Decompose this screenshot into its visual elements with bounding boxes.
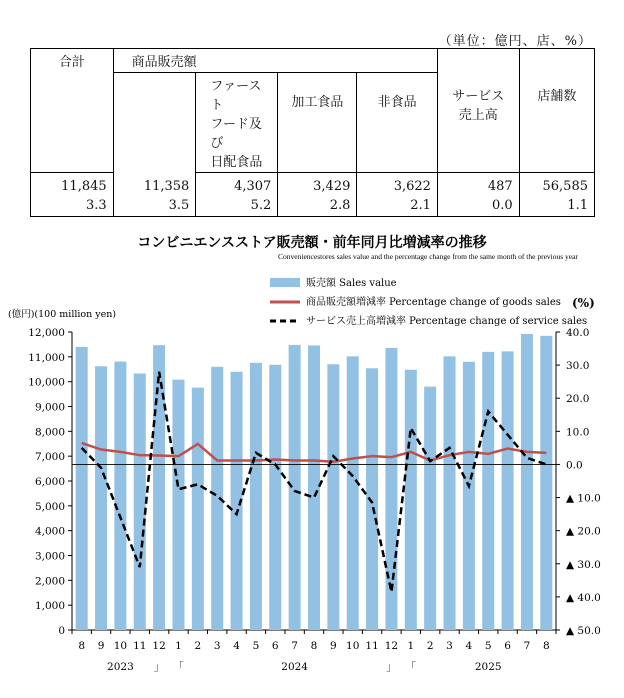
x-tick-label: 6 bbox=[271, 640, 279, 652]
left-tick-label: 11,000 bbox=[28, 351, 65, 364]
right-tick-label: ▲ 10.0 bbox=[566, 492, 601, 505]
header-stores: 店舗数 bbox=[519, 49, 594, 173]
summary-table bbox=[30, 48, 595, 217]
unit-note: （単位：億円、店、%） bbox=[438, 34, 592, 49]
sales-bar bbox=[95, 366, 107, 630]
sales-bar bbox=[482, 352, 494, 630]
sales-bar bbox=[502, 351, 514, 630]
right-tick-label: ▲ 50.0 bbox=[566, 625, 601, 637]
x-tick-label: 1 bbox=[407, 640, 415, 652]
legend-label-sales: 販売額 Sales value bbox=[306, 278, 397, 289]
year-break-mark: 」 bbox=[153, 661, 165, 673]
left-tick-label: 1,000 bbox=[34, 600, 65, 613]
x-tick-label: 12 bbox=[152, 640, 166, 652]
sales-bar bbox=[153, 345, 165, 630]
x-tick-label: 1 bbox=[175, 640, 182, 652]
header-nonfood: 非食品 bbox=[357, 73, 438, 173]
left-tick-label: 7,000 bbox=[34, 451, 65, 464]
right-tick-label: 0.0 bbox=[566, 459, 583, 472]
year-label: 2025 bbox=[474, 661, 502, 673]
right-tick-label: ▲ 30.0 bbox=[566, 558, 601, 571]
right-tick-label: 30.0 bbox=[566, 360, 590, 373]
left-tick-label: 12,000 bbox=[28, 327, 65, 339]
sales-bar bbox=[521, 334, 533, 630]
value-goods-sales: 11,358 bbox=[113, 173, 196, 197]
sales-bar bbox=[289, 345, 301, 630]
left-tick-label: 9,000 bbox=[34, 401, 65, 414]
chart-title: コンビニエンスストア販売額・前年同月比増減率の推移 bbox=[137, 235, 487, 251]
plot-area bbox=[28, 327, 601, 673]
x-tick-label: 4 bbox=[465, 640, 473, 652]
sales-bar bbox=[308, 345, 320, 630]
sales-bar bbox=[250, 363, 262, 630]
year-break-mark: 」 bbox=[386, 661, 397, 673]
x-tick-label: 3 bbox=[213, 640, 221, 652]
sales-bar bbox=[405, 370, 417, 630]
chart-subtitle: Conveniencestores sales value and the percentage change from the same month of the previous year bbox=[278, 252, 578, 261]
change-service: 0.0 bbox=[437, 196, 519, 217]
left-tick-label: 8,000 bbox=[34, 426, 65, 439]
legend bbox=[270, 276, 587, 327]
right-tick-label: ▲ 40.0 bbox=[566, 591, 601, 604]
x-tick-label: 8 bbox=[78, 640, 86, 652]
x-tick-label: 8 bbox=[310, 640, 318, 652]
sales-bar bbox=[540, 336, 552, 630]
x-tick-label: 6 bbox=[504, 640, 511, 652]
left-tick-label: 4,000 bbox=[34, 525, 65, 538]
legend-label-service: サービス売上高増減率 Percentage change of service sales bbox=[306, 316, 588, 327]
sales-bar bbox=[347, 356, 359, 630]
sales-bar bbox=[327, 364, 339, 630]
year-label: 2024 bbox=[281, 661, 309, 673]
change-processed: 2.8 bbox=[278, 196, 357, 217]
left-tick-label: 5,000 bbox=[34, 500, 65, 513]
x-tick-label: 9 bbox=[330, 640, 337, 652]
left-tick-label: 3,000 bbox=[34, 550, 65, 563]
value-total: 11,845 bbox=[31, 173, 114, 197]
change-goods-sales: 3.5 bbox=[113, 196, 196, 217]
left-tick-label: 10,000 bbox=[28, 376, 65, 389]
x-tick-label: 11 bbox=[133, 640, 147, 652]
value-fastfood: 4,307 bbox=[196, 173, 278, 197]
header-total: 合計 bbox=[31, 49, 114, 173]
value-service: 487 bbox=[437, 173, 519, 197]
left-axis-label: (億円)(100 million yen) bbox=[8, 309, 117, 320]
sales-bar bbox=[463, 362, 475, 630]
x-tick-label: 10 bbox=[113, 640, 128, 652]
sales-bar bbox=[424, 387, 436, 630]
year-break-mark: 「 bbox=[173, 661, 184, 673]
x-tick-label: 4 bbox=[233, 640, 240, 652]
sales-bar bbox=[172, 380, 184, 630]
left-tick-label: 6,000 bbox=[34, 476, 65, 488]
x-tick-label: 3 bbox=[446, 640, 453, 652]
x-tick-label: 10 bbox=[346, 640, 360, 652]
x-tick-label: 5 bbox=[484, 640, 492, 652]
right-axis-label: (%) bbox=[572, 296, 595, 310]
value-stores: 56,585 bbox=[519, 173, 594, 197]
value-nonfood: 3,622 bbox=[357, 173, 438, 197]
header-service: サービス 売上高 bbox=[437, 49, 519, 173]
sales-bar bbox=[444, 356, 456, 630]
x-tick-label: 11 bbox=[365, 640, 379, 652]
header-goods-sub-blank bbox=[113, 73, 196, 173]
change-fastfood: 5.2 bbox=[196, 196, 278, 217]
x-tick-label: 8 bbox=[542, 640, 550, 652]
sales-bar bbox=[134, 373, 146, 630]
year-label: 2023 bbox=[107, 661, 134, 673]
x-tick-label: 9 bbox=[97, 640, 105, 652]
sales-bar bbox=[76, 347, 88, 630]
sales-bar bbox=[114, 362, 126, 630]
legend-label-goods: 商品販売額増減率 Percentage change of goods sales bbox=[306, 297, 561, 308]
value-processed: 3,429 bbox=[278, 173, 357, 197]
sales-bar bbox=[192, 388, 204, 630]
x-tick-label: 5 bbox=[252, 640, 260, 652]
right-tick-label: 20.0 bbox=[566, 393, 590, 406]
change-total: 3.3 bbox=[31, 196, 114, 217]
x-tick-label: 2 bbox=[426, 640, 434, 652]
header-goods-sales: 商品販売額 bbox=[113, 49, 437, 73]
header-processed: 加工食品 bbox=[278, 73, 357, 173]
header-fastfood: ファースト フード及び 日配食品 bbox=[196, 73, 278, 173]
left-tick-label: 2,000 bbox=[34, 575, 65, 588]
sales-bar bbox=[269, 365, 281, 630]
x-tick-label: 7 bbox=[291, 640, 298, 652]
legend-swatch-sales bbox=[270, 278, 300, 287]
change-nonfood: 2.1 bbox=[357, 196, 438, 217]
right-tick-label: ▲ 20.0 bbox=[566, 525, 601, 538]
x-tick-label: 2 bbox=[194, 640, 202, 652]
year-break-mark: 「 bbox=[405, 661, 417, 673]
right-tick-label: 10.0 bbox=[566, 426, 590, 439]
sales-bar bbox=[366, 368, 378, 630]
right-tick-label: 40.0 bbox=[566, 327, 590, 339]
sales-chart bbox=[0, 225, 624, 698]
left-tick-label: 0 bbox=[58, 625, 65, 637]
change-stores: 1.1 bbox=[519, 196, 594, 217]
x-tick-label: 7 bbox=[523, 640, 531, 652]
x-tick-label: 12 bbox=[384, 640, 399, 652]
